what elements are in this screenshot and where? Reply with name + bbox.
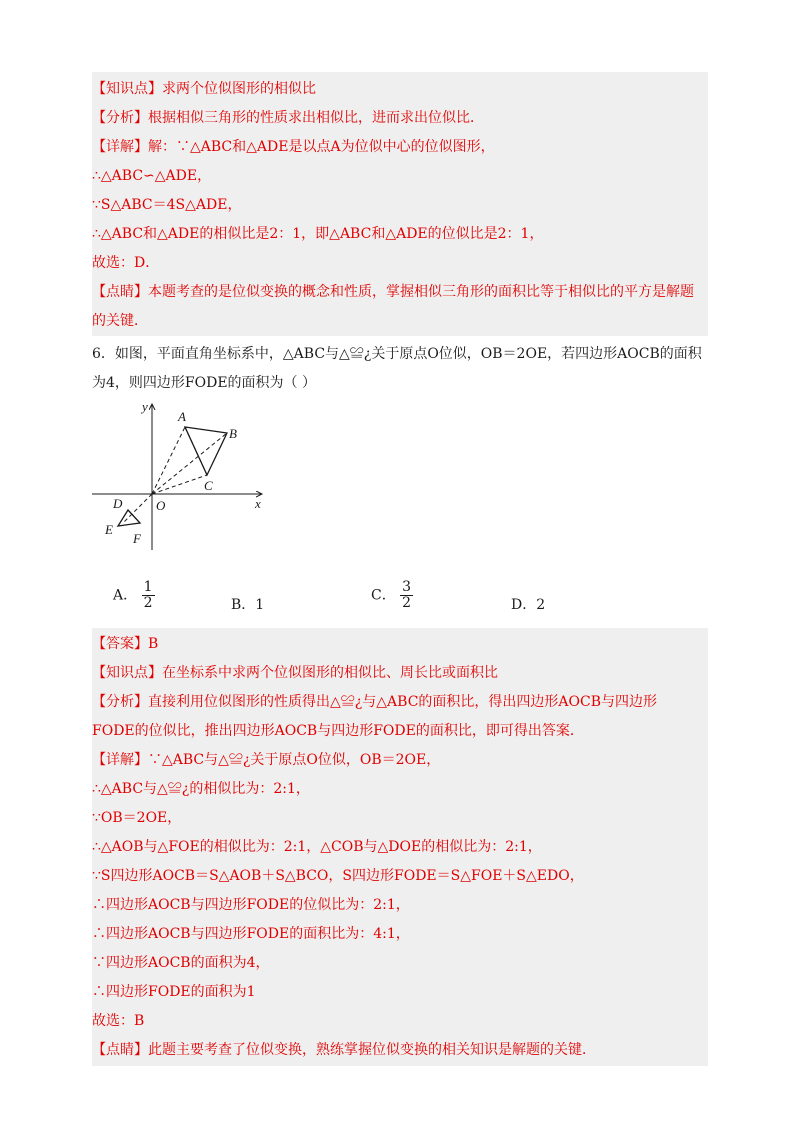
dashed-rays [123,427,227,523]
step-line: ∵S四边形AOCB＝S△AOB＋S△BCO，S四边形FODE＝S△FOE＋S△EDO， [92,868,584,884]
comment-line: 【点睛】此题主要考查了位似变换，熟练掌握位似变换的相关知识是解题的关键． [92,1042,596,1058]
analysis-line: 【分析】直接利用位似图形的性质得出△≌¿与△ABC的面积比，得出四边形AOCB与四边形 [92,694,657,710]
knowledge-point-line: 【知识点】求两个位似图形的相似比 [92,81,316,97]
coordinate-figure [86,398,286,558]
step-line: ∵OB＝2OE， [92,810,182,826]
step-line: ∴△ABC和△ADE的相似比是2：1，即△ABC和△ADE的位似比是2：1， [92,226,544,242]
step-line: ∴四边形AOCB与四边形FODE的面积比为：4:1， [92,926,410,942]
option-a: A． $\frac{1}{2}$ [113,579,153,611]
knowledge-point-line: 【知识点】在坐标系中求两个位似图形的相似比、周长比或面积比 [92,665,498,681]
detail-line: 【详解】∵△ABC与△≌¿关于原点O位似，OB＝2OE， [92,752,441,768]
point-label-c: C [204,478,213,493]
point-label-e: E [105,522,113,537]
origin-label: O [156,498,166,513]
option-b: B．1 [231,597,265,613]
comment-line: 【点睛】本题考查的是位似变换的概念和性质，掌握相似三角形的面积比等于相似比的平方是解题 [92,284,694,300]
step-line: ∴四边形AOCB与四边形FODE的位似比为：2:1， [92,897,410,913]
analysis-line: FODE的位似比，推出四边形AOCB与四边形FODE的面积比，即可得出答案． [92,723,584,739]
option-c: C． $\frac{3}{2}$ [371,579,412,611]
detail-line: 【详解】解：∵△ABC和△ADE是以点A为位似中心的位似图形， [92,139,495,155]
step-line: ∵S△ABC＝4S△ADE， [92,197,242,213]
point-label-d: D [113,496,123,511]
answer-line: 【答案】B [92,636,159,652]
step-line: ∴△ABC∽△ADE， [92,168,212,184]
analysis-line: 【分析】根据相似三角形的性质求出相似比，进而求出位似比． [92,110,484,126]
question-text: 6．如图，平面直角坐标系中，△ABC与△≌¿关于原点O位似，OB＝2OE，若四边形AOCB的面积 [92,346,702,362]
x-axis-label: x [255,496,261,511]
question-text: 为4，则四边形FODE的面积为（ ） [92,375,316,391]
choice-line: 故选：D． [92,255,160,271]
comment-line: 的关键． [92,313,148,329]
choice-line: 故选：B [92,1013,145,1029]
y-axis-label: y [142,399,148,414]
point-label-f: F [133,531,141,546]
point-label-a: A [178,409,186,424]
step-line: ∴四边形FODE的面积为1 [92,984,256,1000]
triangle-def [118,510,140,526]
step-line: ∴△AOB与△FOE的相似比为：2:1，△COB与△DOE的相似比为：2:1， [92,839,542,855]
step-line: ∵四边形AOCB的面积为4， [92,955,270,971]
point-label-b: B [229,426,237,441]
triangle-abc [185,427,227,475]
option-d: D．2 [511,597,546,613]
step-line: ∴△ABC与△≌¿的相似比为：2:1， [92,781,310,797]
